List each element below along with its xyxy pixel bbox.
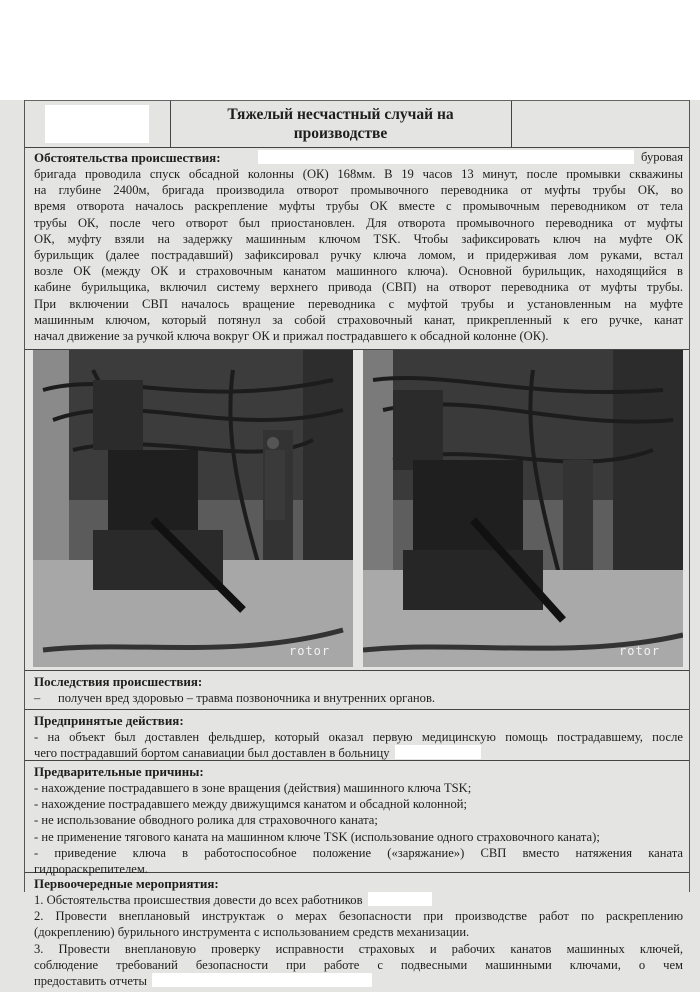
redacted-header-block (0, 0, 700, 100)
consequences-text: получен вред здоровью – травма позвоночника и внутренних органов. (58, 691, 436, 705)
watermark-left: rotor (289, 644, 331, 658)
circumstances-line: на глубине 2400м, бригада производила отворот промывочного переводника от муфты трубы ОК, во (34, 183, 683, 198)
circumstances-line: бригада проводила спуск обсадной колонны (ОК) 168мм. В 19 часов 13 минут, после промывки скважины (34, 167, 683, 181)
incident-photo-right (363, 350, 683, 667)
incident-sheet (24, 100, 690, 989)
circumstances-text (34, 166, 683, 344)
actions-heading: Предпринятые действия: (34, 713, 184, 728)
page-title (170, 105, 511, 143)
circumstances-section (25, 147, 689, 350)
circumstances-first-tail: буровая (641, 150, 683, 164)
title-line-2: производстве (293, 125, 388, 142)
measure-item-3: 3. Провести внеплановую проверку исправности страховых и рабочих канатов машинных ключей, (34, 941, 683, 956)
causes-heading: Предварительные причины: (34, 764, 204, 779)
actions-section (25, 710, 689, 761)
circumstances-line: кабине бурильщика, включил систему верхнего привода (СВП) на отворот переводника от муфты трубы. (34, 280, 683, 295)
measure-item-1-text: 1. Обстоятельства происшествия довести до всех работников (34, 893, 363, 907)
title-line-1: Тяжелый несчастный случай на (227, 106, 454, 123)
drill-floor-photo-right (363, 350, 683, 667)
measure-item-2-cont: (докреплению) бурильного инструмента с использованием средств механизации. (34, 925, 470, 940)
measure-item-2: 2. Провести внеплановый инструктаж о мерах безопасности при производстве работ по раскреплению (34, 909, 683, 924)
redacted-report-recipient (152, 973, 372, 987)
actions-line-1: - на объект был доставлен фельдшер, который оказал первую медицинскую помощь пострадавшему, после (34, 730, 683, 744)
circumstances-first-line (34, 149, 683, 166)
header-right-cell (511, 101, 690, 147)
redacted-workers (368, 892, 432, 906)
circumstances-heading: Обстоятельства происшествия: (34, 150, 221, 165)
redacted-hospital (395, 745, 481, 759)
measure-item-3-end (34, 973, 683, 989)
consequences-heading: Последствия происшествия: (34, 674, 203, 689)
redacted-location (258, 150, 634, 164)
cause-item-4: - не применение тягового каната на машинном ключе TSK (использование одного страховочного каната); (34, 829, 600, 844)
circumstances-line: бурильщик (далее пострадавший) зафиксировал ручку ключа ломом, и придерживая лом руками, встал (34, 248, 683, 263)
cause-item-5: - приведение ключа в работоспособное положение («заряжание») СВП вместо натяжения каната (34, 845, 683, 860)
circumstances-line: ОК, муфту взяли на задержку машинным ключом TSK. Чтобы зафиксировать ключ на муфте ОК (34, 231, 683, 246)
incident-photo-left (33, 350, 353, 667)
cause-item-1: - нахождение пострадавшего в зоне вращения (действия) машинного ключа TSK; (34, 781, 472, 795)
cause-item-5-cont: гидрораскрепителем. (34, 862, 148, 877)
measure-item-3-cont: соблюдение требований безопасности при работе с подвесными машинными ключами, о чем (34, 957, 683, 972)
measure-item-1 (34, 892, 683, 908)
cause-item-2: - нахождение пострадавшего между движущимся канатом и обсадной колонной; (34, 797, 468, 812)
redacted-logo (45, 105, 149, 143)
circumstances-line: При включении СВП началось вращение переводника с муфтой трубы и установленным на муфте (34, 296, 683, 311)
actions-line-2-text: чего пострадавший бортом санавиации был доставлен в больницу (34, 746, 390, 761)
circumstances-line: возле ОК (между ОК и страховочным канатом машинного ключа). Основной бурильщик, находящийся в (34, 264, 683, 279)
circumstances-line: начал движение за ручкой ключа вокруг ОК и прижал пострадавшего к обсадной колонне (ОК). (34, 329, 549, 344)
sheet-header (25, 100, 689, 148)
actions-line-2 (34, 745, 683, 761)
cause-item-3: - не использование обводного ролика для страховочного каната; (34, 813, 378, 828)
measures-heading: Первоочередные мероприятия: (34, 876, 219, 891)
header-logo-cell (25, 101, 171, 147)
measures-section (25, 873, 689, 992)
circumstances-line: время отворота началось раскрепление муфты трубы ОК вместе с промывочным переводником от тела (34, 199, 683, 214)
circumstances-line: машинным ключом, который потянул за собой страховочный канат, прикрепленный к его ручке, канат (34, 312, 683, 327)
circumstances-line: трубы ОК, после чего отворот был приостановлен. Для отворота промывочного переводника от муфты (34, 215, 683, 230)
measure-item-3-end-text: предоставить отчеты (34, 974, 147, 989)
photos-section (25, 350, 689, 671)
watermark-right: rotor (619, 644, 661, 658)
drill-floor-photo-left (33, 350, 353, 667)
consequences-item (34, 690, 683, 706)
consequences-bullet: – (34, 691, 41, 705)
consequences-section (25, 671, 689, 710)
causes-section (25, 761, 689, 877)
